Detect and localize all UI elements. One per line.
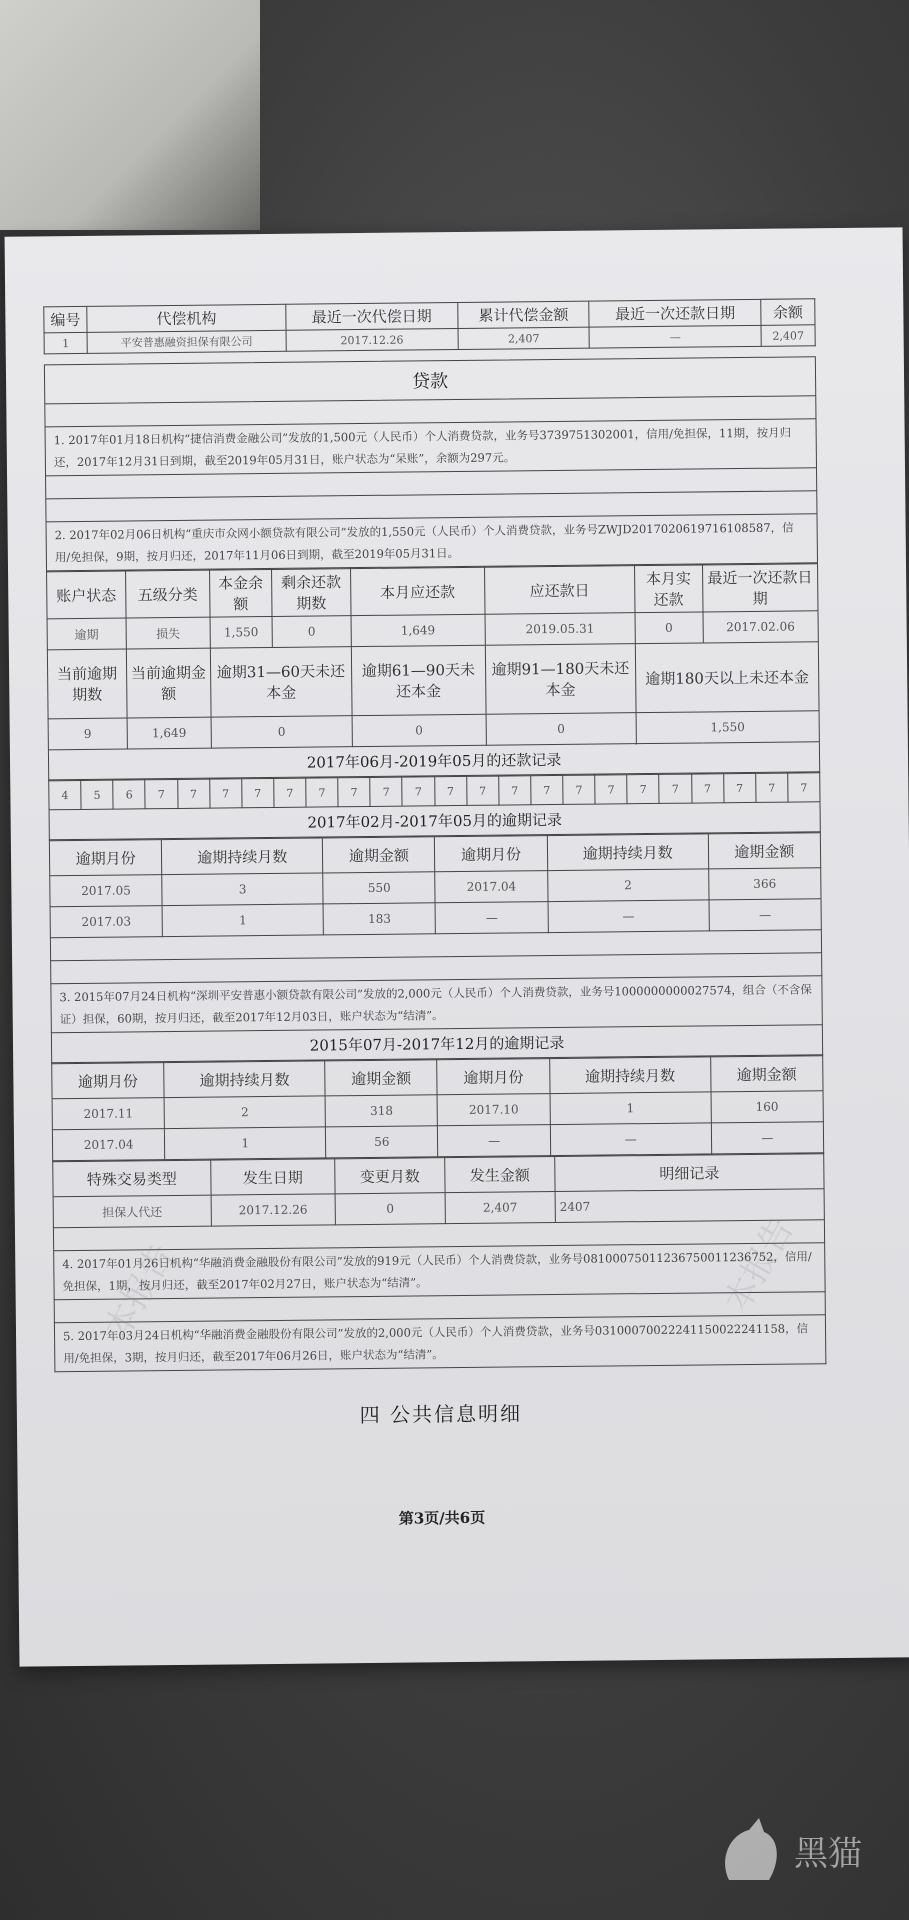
od1-header: 逾期持续月数 [162, 838, 323, 875]
od1-cell: 1 [162, 904, 323, 937]
watermark-right: 本报告 [716, 1210, 802, 1320]
repay-cell: 7 [370, 777, 402, 806]
page-content [43, 298, 828, 1532]
repay-cell: 5 [81, 780, 113, 809]
repay-cell: 7 [595, 775, 627, 804]
logo-text: 黑猫 [794, 1834, 862, 1874]
status-value: 2019.05.31 [485, 613, 635, 646]
status-header-row [47, 564, 818, 619]
od2-cell: 56 [326, 1126, 439, 1158]
overdue-header: 逾期61—90天未还本金 [351, 645, 486, 715]
repay-cell: 7 [434, 776, 466, 805]
cell-last-comp-date: 2017.12.26 [286, 329, 458, 352]
page-number: 第3页/共6页 [398, 1508, 486, 1528]
section-heading-public-info: 四 公共信息明细 [359, 1401, 523, 1428]
od1-cell: 2017.05 [50, 875, 163, 907]
od2-cell: 2017.04 [52, 1129, 165, 1161]
od1-cell: 366 [708, 868, 821, 900]
od2-header: 逾期金额 [710, 1056, 823, 1092]
od1-cell: 2017.03 [50, 906, 163, 938]
overdue-record-2-title: 2015年07月-2017年12月的逾期记录 [51, 1025, 823, 1063]
special-cell: 2017.12.26 [211, 1194, 335, 1226]
status-header: 最近一次还款日期 [702, 564, 818, 612]
col-total-comp-header: 累计代偿金额 [457, 301, 589, 328]
col-last-repay-date-header: 最近一次还款日期 [589, 299, 761, 327]
overdue-record-1-title: 2017年02月-2017年05月的逾期记录 [49, 802, 821, 840]
special-cell: 2407 [555, 1189, 824, 1223]
od2-header: 逾期金额 [325, 1060, 438, 1096]
overdue-record-2-table [51, 1055, 824, 1161]
od1-cell: 2 [547, 869, 708, 902]
overdue-header: 当前逾期金额 [126, 648, 211, 718]
loan-3-text: 3. 2015年07月24日机构“深圳平安普惠小额贷款有限公司”发放的2,000元（人民币）个人消费贷款，业务号100000000002757​4，组合（不含保证）担保，60期，按月归还，截至2017年12月03日，账户状态为“结清”。 [50, 976, 822, 1033]
od2-cell: 2 [164, 1096, 325, 1129]
loan-2-text: 2. 2017年02月06日机构“重庆市众网小额贷款有限公司”发放的1,550元（人民币）个人消费贷款，业务号ZWJD20170206197161085​87，信用/免担保，9期，按月归还，2017年11月06日到期，截至2019年05月31日。 [46, 514, 818, 571]
cat-logo-icon [709, 1810, 909, 1890]
watermark-left: 本报告 [97, 1237, 183, 1346]
repay-cell: 7 [338, 777, 370, 806]
od2-cell: — [550, 1123, 711, 1156]
repay-cell: 7 [466, 776, 498, 805]
repay-cell: 7 [402, 777, 434, 806]
col-balance-header: 余额 [761, 299, 815, 326]
special-header: 特殊交易类型 [53, 1160, 211, 1197]
repay-cell: 7 [755, 773, 787, 802]
special-cell: 2,407 [445, 1192, 555, 1224]
brand-logo [709, 1810, 909, 1890]
special-header: 发生日期 [211, 1159, 335, 1195]
od2-cell: — [438, 1125, 551, 1157]
col-last-comp-date-header: 最近一次代偿日期 [286, 303, 458, 331]
guarantee-table [43, 298, 815, 354]
status-value: 1,649 [351, 614, 485, 646]
repay-cell: 7 [788, 773, 820, 802]
section-title-loans: 贷款 [44, 356, 816, 404]
cell-org: 平安普惠融资担保有限公司 [87, 330, 286, 353]
od2-cell: 2017.10 [438, 1094, 551, 1126]
overdue-header: 当前逾期期数 [47, 649, 127, 719]
status-header: 本月应还款 [350, 567, 484, 615]
overdue-value: 0 [486, 713, 636, 746]
repay-cell: 7 [498, 776, 530, 805]
overdue-header-row [47, 642, 819, 719]
od2-header: 逾期持续月数 [164, 1061, 325, 1098]
status-value: 2017.02.06 [703, 611, 819, 643]
overdue-value: 1,550 [636, 711, 819, 744]
special-header: 变更月数 [335, 1158, 445, 1194]
special-header: 明细记录 [555, 1154, 824, 1192]
background-corner [0, 0, 260, 230]
od2-cell: — [711, 1122, 824, 1154]
repay-cell: 7 [627, 774, 659, 803]
repay-cell: 7 [659, 774, 691, 803]
status-value: 0 [635, 612, 703, 644]
overdue-value: 9 [48, 718, 127, 750]
od2-cell: 1 [165, 1127, 326, 1160]
overdue-header: 逾期91—180天未还本金 [485, 644, 636, 715]
cell-id: 1 [44, 332, 87, 353]
status-value: 损失 [126, 617, 210, 649]
status-value: 1,550 [210, 616, 272, 648]
overdue-value: 1,649 [127, 717, 211, 749]
special-transaction-table [52, 1153, 825, 1228]
od2-header: 逾期月份 [437, 1059, 550, 1095]
od1-cell: — [548, 900, 709, 933]
od2-cell: 318 [325, 1095, 438, 1127]
overdue-record-1-table [49, 832, 822, 938]
loan-2-status-table [46, 563, 820, 750]
repay-cell: 7 [563, 775, 595, 804]
repay-cell: 6 [113, 780, 145, 809]
repay-cell: 7 [691, 774, 723, 803]
status-header: 本金余额 [209, 569, 272, 617]
repay-cell: 7 [274, 778, 306, 807]
overdue-value: 0 [352, 714, 486, 746]
od2-cell: 160 [711, 1091, 824, 1123]
col-id-header: 编号 [44, 306, 87, 332]
repay-cell: 7 [531, 775, 563, 804]
od1-cell: 183 [323, 903, 436, 935]
status-header: 本月实还款 [634, 565, 702, 613]
status-value: 逾期 [47, 618, 126, 650]
special-header: 发生金额 [445, 1157, 555, 1193]
repay-cell: 7 [209, 779, 241, 808]
cell-last-repay-date: — [589, 325, 761, 348]
status-header: 账户状态 [47, 571, 126, 619]
repay-cell: 4 [49, 780, 81, 809]
special-cell: 0 [335, 1193, 445, 1225]
cell-total-comp: 2,407 [458, 327, 590, 349]
loan-4-text: 4. 2017年01月26日机构“华融消费金融股份有限公司”发放的919元（人民币）个人消费贷款，业务号0810007501123675001123675​2，信用/免担保，1期，按月归还，截至2017年02月27日，账户状态为“结清”。 [53, 1243, 825, 1300]
od1-cell: 3 [162, 873, 323, 906]
cell-balance: 2,407 [761, 325, 815, 347]
od1-header: 逾期金额 [708, 833, 821, 869]
overdue-header: 逾期180天以上未还本金 [635, 642, 819, 713]
col-org-header: 代偿机构 [87, 304, 286, 332]
repay-cell: 7 [177, 779, 209, 808]
od1-cell: — [709, 899, 822, 931]
od1-cell: 550 [323, 872, 436, 904]
od1-header: 逾期月份 [49, 840, 162, 876]
od2-header: 逾期月份 [52, 1063, 165, 1099]
status-header: 五级分类 [125, 570, 210, 618]
od1-header: 逾期持续月数 [547, 834, 708, 871]
repay-cell: 7 [145, 779, 177, 808]
od2-cell: 2017.11 [52, 1098, 165, 1130]
report-page [5, 227, 909, 1666]
od1-cell: — [436, 902, 549, 934]
od1-header: 逾期月份 [435, 836, 548, 872]
special-cell: 担保人代还 [53, 1195, 211, 1228]
repay-record-title: 2017年06月-2019年05月的还款记录 [48, 742, 820, 780]
loan-1-text: 1. 2017年01月18日机构“捷信消费金融公司”发放的1,500元（人民币）个人消费贷款，业务号3739751302001，信用/免担保，11期，按月归还，2017年12月31日到期，截至2019年05月31日，账户状态为“呆账”，余额为297元。 [45, 419, 817, 476]
status-header: 剩余还款期数 [272, 569, 351, 617]
overdue-header: 逾期31—60天未还本金 [210, 647, 352, 717]
loan-5-text: 5. 2017年03月24日机构“华融消费金融股份有限公司”发放的2,000元（人民币）个人消费贷款，业务号0310007002224115002224115​8，信用/免担保，3期，按月归还，截至2017年06月26日，账户状态为“结清”。 [54, 1315, 826, 1372]
repay-cell: 7 [241, 778, 273, 807]
status-header: 应还款日 [484, 566, 635, 615]
overdue-value: 0 [211, 716, 352, 748]
repay-cell: 7 [723, 773, 755, 802]
od2-header: 逾期持续月数 [549, 1057, 710, 1094]
status-value: 0 [272, 616, 351, 648]
od1-cell: 2017.04 [435, 871, 548, 903]
repay-cell: 7 [306, 778, 338, 807]
od1-header: 逾期金额 [323, 837, 436, 873]
od2-cell: 1 [550, 1092, 711, 1125]
